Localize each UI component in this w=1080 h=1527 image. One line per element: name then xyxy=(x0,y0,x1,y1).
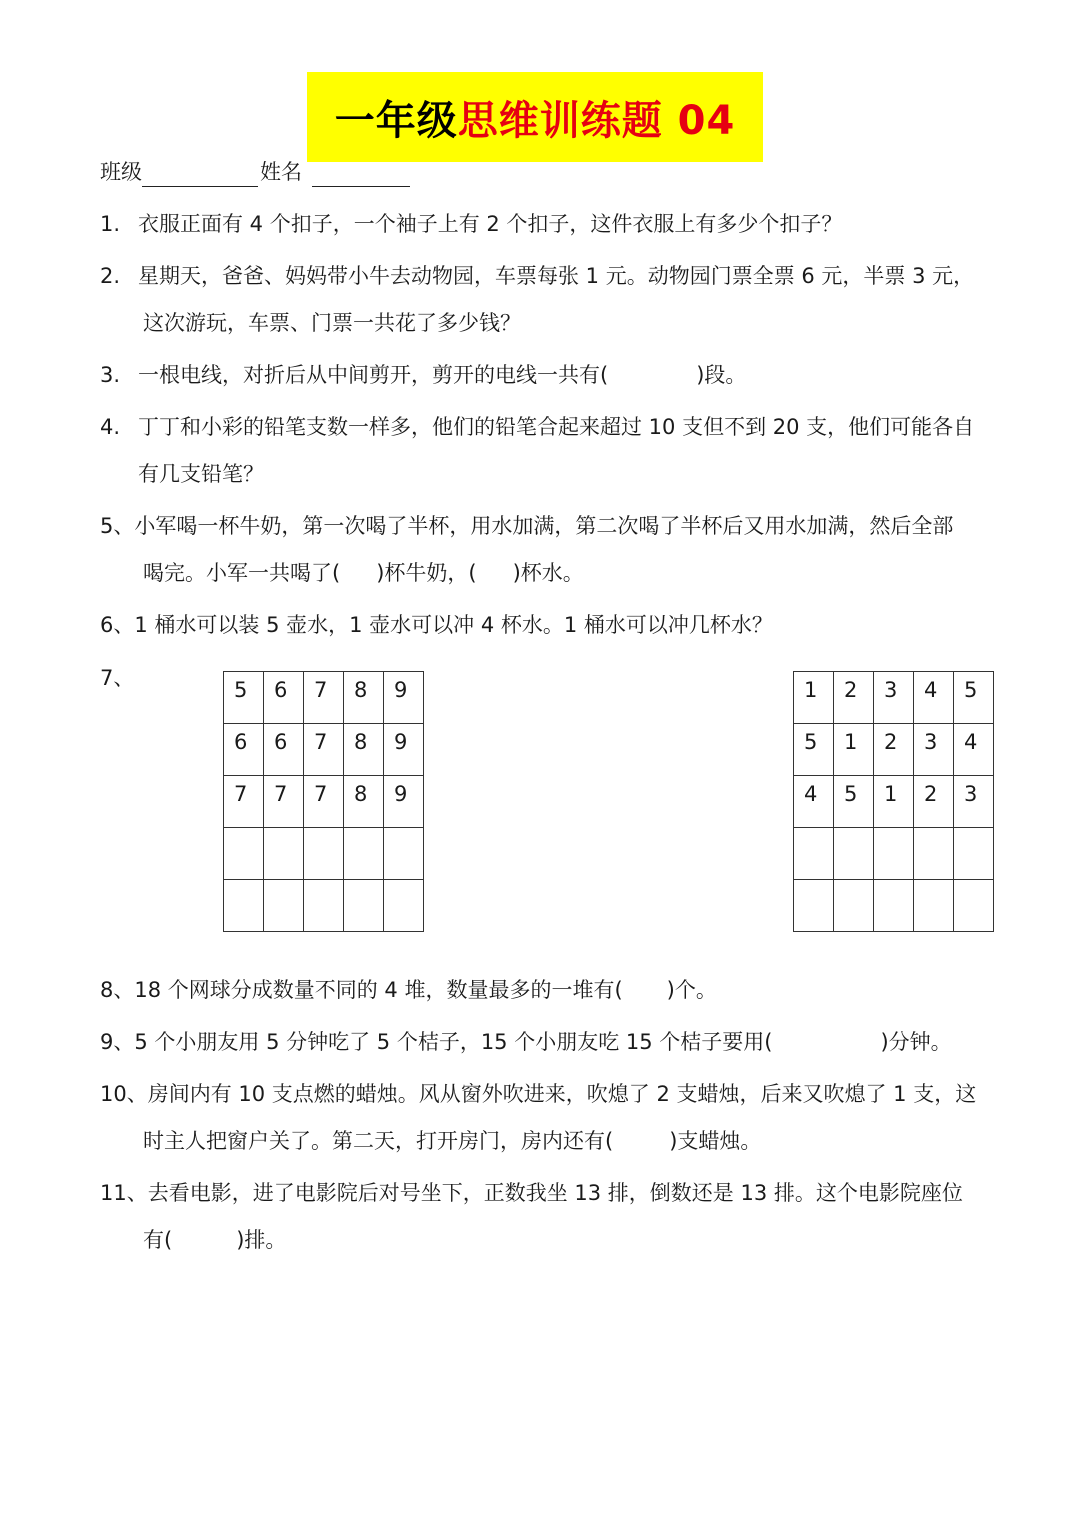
name-blank[interactable] xyxy=(312,164,410,187)
grid-blank-cell[interactable] xyxy=(304,828,344,880)
question-text-b: )排。 xyxy=(236,1228,287,1252)
grid-blank-cell[interactable] xyxy=(224,828,264,880)
grid-cell: 7 xyxy=(304,672,344,724)
question-5-line2 xyxy=(143,558,584,588)
grid-cell: 9 xyxy=(384,724,424,776)
question-7-number: 7、 xyxy=(100,666,135,690)
student-info-line xyxy=(100,157,410,187)
question-11-line2 xyxy=(143,1225,286,1255)
grid-cell: 7 xyxy=(264,776,304,828)
grid-row xyxy=(794,672,994,724)
question-10: 10、房间内有 10 支点燃的蜡烛。风从窗外吹进来，吹熄了 2 支蜡烛，后来又吹熄了 1 支，这 xyxy=(100,1082,977,1106)
question-text-c: )杯水。 xyxy=(512,561,584,585)
question-2-line2: 这次游玩，车票、门票一共花了多少钱？ xyxy=(143,311,521,335)
title-red-part: 思维训练题 04 xyxy=(457,97,736,144)
grid-blank-cell[interactable] xyxy=(874,880,914,932)
grid-cell: 4 xyxy=(914,672,954,724)
question-text-a: 有( xyxy=(143,1228,173,1252)
grid-cell: 3 xyxy=(914,724,954,776)
grid-blank-cell[interactable] xyxy=(954,880,994,932)
grid-cell: 6 xyxy=(224,724,264,776)
grid-cell: 5 xyxy=(794,724,834,776)
question-8 xyxy=(100,975,717,1005)
grid-blank-cell[interactable] xyxy=(874,828,914,880)
question-text-b: )个。 xyxy=(666,978,717,1002)
question-text-a: 8、18 个网球分成数量不同的 4 堆，数量最多的一堆有( xyxy=(100,978,623,1002)
grid-row xyxy=(794,724,994,776)
question-text-b: )段。 xyxy=(696,363,747,387)
grid-cell: 5 xyxy=(954,672,994,724)
question-text-line1: 丁丁和小彩的铅笔支数一样多，他们的铅笔合起来超过 10 支但不到 20 支，他们可能各自 xyxy=(138,415,975,439)
question-number: 2. xyxy=(100,264,121,288)
grid-cell: 1 xyxy=(874,776,914,828)
grid-cell: 5 xyxy=(834,776,874,828)
grid-cell: 7 xyxy=(304,776,344,828)
grid-blank-cell[interactable] xyxy=(954,828,994,880)
grid-cell: 5 xyxy=(224,672,264,724)
grid-cell: 7 xyxy=(304,724,344,776)
grid-blank-cell[interactable] xyxy=(384,880,424,932)
grid-blank-cell[interactable] xyxy=(794,828,834,880)
question-3 xyxy=(100,360,746,390)
number-grid-right xyxy=(793,671,994,932)
class-label: 班级 xyxy=(100,160,142,184)
question-number: 4. xyxy=(100,415,121,439)
grid-row xyxy=(224,724,424,776)
question-text-line1: 星期天，爸爸、妈妈带小牛去动物园，车票每张 1 元。动物园门票全票 6 元，半票 3 元， xyxy=(138,264,975,288)
question-9 xyxy=(100,1027,952,1057)
question-text: 衣服正面有 4 个扣子，一个袖子上有 2 个扣子，这件衣服上有多少个扣子？ xyxy=(138,212,843,236)
grid-blank-cell[interactable] xyxy=(304,880,344,932)
grid-cell: 4 xyxy=(794,776,834,828)
grid-cell: 8 xyxy=(344,672,384,724)
grid-blank-cell[interactable] xyxy=(344,828,384,880)
grid-cell: 9 xyxy=(384,672,424,724)
grid-cell: 6 xyxy=(264,672,304,724)
question-number: 3. xyxy=(100,363,121,387)
question-text-b: )杯牛奶，( xyxy=(376,561,477,585)
grid-blank-cell[interactable] xyxy=(794,880,834,932)
question-text-b: )支蜡烛。 xyxy=(669,1129,762,1153)
question-number: 1. xyxy=(100,212,121,236)
grid-blank-cell[interactable] xyxy=(834,880,874,932)
grid-cell: 2 xyxy=(834,672,874,724)
grid-blank-cell[interactable] xyxy=(384,828,424,880)
question-4-line2: 有几支铅笔？ xyxy=(138,462,264,486)
grid-blank-cell[interactable] xyxy=(914,880,954,932)
title-black-part: 一年级 xyxy=(334,97,458,144)
grid-blank-cell[interactable] xyxy=(834,828,874,880)
grid-row xyxy=(224,828,424,880)
grid-cell: 1 xyxy=(834,724,874,776)
question-5: 5、小军喝一杯牛奶，第一次喝了半杯，用水加满，第二次喝了半杯后又用水加满，然后全部 xyxy=(100,514,954,538)
class-blank[interactable] xyxy=(142,164,258,187)
grid-blank-cell[interactable] xyxy=(344,880,384,932)
grid-cell: 4 xyxy=(954,724,994,776)
grid-cell: 2 xyxy=(874,724,914,776)
question-10-line2 xyxy=(143,1126,761,1156)
grid-cell: 1 xyxy=(794,672,834,724)
grid-row xyxy=(224,672,424,724)
question-text-a: 9、5 个小朋友用 5 分钟吃了 5 个桔子，15 个小朋友吃 15 个桔子要用( xyxy=(100,1030,773,1054)
grid-blank-cell[interactable] xyxy=(264,880,304,932)
question-2 xyxy=(100,261,974,291)
question-text-a: 喝完。小军一共喝了( xyxy=(143,561,341,585)
number-grid-left xyxy=(223,671,424,932)
question-text-a: 时主人把窗户关了。第二天，打开房门，房内还有( xyxy=(143,1129,614,1153)
grid-cell: 2 xyxy=(914,776,954,828)
grid-row xyxy=(224,880,424,932)
question-text-b: )分钟。 xyxy=(880,1030,952,1054)
grid-cell: 7 xyxy=(224,776,264,828)
question-6: 6、1 桶水可以装 5 壶水，1 壶水可以冲 4 杯水。1 桶水可以冲几杯水？ xyxy=(100,613,773,637)
grid-cell: 8 xyxy=(344,776,384,828)
grid-cell: 3 xyxy=(874,672,914,724)
name-label: 姓名 xyxy=(260,160,302,184)
grid-cell: 8 xyxy=(344,724,384,776)
grid-row xyxy=(224,776,424,828)
grid-cell: 6 xyxy=(264,724,304,776)
worksheet-title xyxy=(307,72,763,162)
question-1 xyxy=(100,209,842,239)
question-4 xyxy=(100,412,974,442)
grid-cell: 9 xyxy=(384,776,424,828)
grid-row xyxy=(794,880,994,932)
grid-blank-cell[interactable] xyxy=(224,880,264,932)
question-11: 11、去看电影，进了电影院后对号坐下，正数我坐 13 排，倒数还是 13 排。这个电影院座位 xyxy=(100,1181,963,1205)
grid-cell: 3 xyxy=(954,776,994,828)
grid-row xyxy=(794,776,994,828)
grid-row xyxy=(794,828,994,880)
grid-blank-cell[interactable] xyxy=(914,828,954,880)
grid-blank-cell[interactable] xyxy=(264,828,304,880)
question-text-a: 一根电线，对折后从中间剪开，剪开的电线一共有( xyxy=(138,363,609,387)
